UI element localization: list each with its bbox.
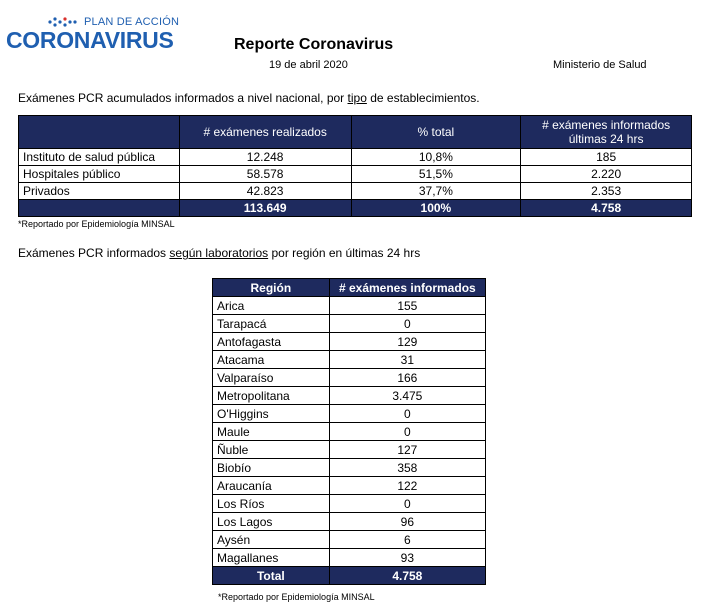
total-ult24: 4.758 bbox=[521, 200, 692, 217]
report-date: 19 de abril 2020 bbox=[269, 59, 348, 71]
section2-caption bbox=[18, 246, 420, 260]
table-row bbox=[19, 166, 692, 183]
table-row bbox=[213, 423, 486, 441]
table-header-row bbox=[213, 279, 486, 297]
cell-pct: 51,5% bbox=[351, 166, 521, 183]
table-row bbox=[213, 333, 486, 351]
region-count: 129 bbox=[329, 333, 485, 351]
header-blank bbox=[19, 116, 180, 149]
region-name: O'Higgins bbox=[213, 405, 330, 423]
table-row bbox=[213, 369, 486, 387]
region-count: 122 bbox=[329, 477, 485, 495]
region-name: Maule bbox=[213, 423, 330, 441]
table-row bbox=[213, 315, 486, 333]
region-name: Tarapacá bbox=[213, 315, 330, 333]
region-name: Arica bbox=[213, 297, 330, 315]
total-count: 4.758 bbox=[329, 567, 485, 585]
row-label: Hospitales público bbox=[19, 166, 180, 183]
table-row bbox=[213, 297, 486, 315]
caption-text: por región en últimas 24 hrs bbox=[268, 246, 421, 260]
region-count: 166 bbox=[329, 369, 485, 387]
cell-ult24: 185 bbox=[521, 149, 692, 166]
establishments-table bbox=[18, 115, 692, 217]
table-row bbox=[213, 351, 486, 369]
cell-ult24: 2.353 bbox=[521, 183, 692, 200]
cell-pct: 37,7% bbox=[351, 183, 521, 200]
table1-note: *Reportado por Epidemiología MINSAL bbox=[18, 219, 175, 229]
table-row bbox=[213, 441, 486, 459]
table-row bbox=[19, 183, 692, 200]
caption-text: Exámenes PCR informados bbox=[18, 246, 170, 260]
table-row bbox=[213, 495, 486, 513]
region-name: Ñuble bbox=[213, 441, 330, 459]
total-row bbox=[213, 567, 486, 585]
cell-realizados: 42.823 bbox=[179, 183, 351, 200]
column-header: Región bbox=[213, 279, 330, 297]
table-row bbox=[213, 405, 486, 423]
region-count: 6 bbox=[329, 531, 485, 549]
section1-caption bbox=[18, 91, 480, 105]
region-count: 0 bbox=[329, 315, 485, 333]
table2-note: *Reportado por Epidemiología MINSAL bbox=[218, 592, 375, 602]
region-count: 0 bbox=[329, 423, 485, 441]
table-header-row bbox=[19, 116, 692, 149]
total-realizados: 113.649 bbox=[179, 200, 351, 217]
region-name: Biobío bbox=[213, 459, 330, 477]
regions-table bbox=[212, 278, 486, 585]
total-label-blank bbox=[19, 200, 180, 217]
total-label: Total bbox=[213, 567, 330, 585]
region-name: Antofagasta bbox=[213, 333, 330, 351]
region-count: 0 bbox=[329, 495, 485, 513]
column-header: % total bbox=[351, 116, 521, 149]
table-row bbox=[213, 459, 486, 477]
cell-ult24: 2.220 bbox=[521, 166, 692, 183]
table-row bbox=[213, 477, 486, 495]
row-label: Instituto de salud pública bbox=[19, 149, 180, 166]
table-row bbox=[213, 387, 486, 405]
logo-main-text: CORONAVIRUS bbox=[6, 27, 174, 53]
row-label: Privados bbox=[19, 183, 180, 200]
region-name: Aysén bbox=[213, 531, 330, 549]
page-title: Reporte Coronavirus bbox=[234, 36, 394, 53]
cell-realizados: 58.578 bbox=[179, 166, 351, 183]
caption-text: de establecimientos. bbox=[366, 91, 480, 105]
table-row bbox=[213, 531, 486, 549]
ministry-label: Ministerio de Salud bbox=[553, 59, 647, 71]
region-name: Valparaíso bbox=[213, 369, 330, 387]
cell-realizados: 12.248 bbox=[179, 149, 351, 166]
region-count: 31 bbox=[329, 351, 485, 369]
cell-pct: 10,8% bbox=[351, 149, 521, 166]
region-count: 155 bbox=[329, 297, 485, 315]
region-name: Araucanía bbox=[213, 477, 330, 495]
caption-underlined: tipo bbox=[347, 91, 367, 105]
logo-top-text: PLAN DE ACCIÓN bbox=[84, 16, 180, 28]
column-header: # exámenes informados últimas 24 hrs bbox=[521, 116, 692, 149]
table-row bbox=[213, 513, 486, 531]
region-count: 358 bbox=[329, 459, 485, 477]
region-name: Metropolitana bbox=[213, 387, 330, 405]
region-count: 127 bbox=[329, 441, 485, 459]
region-count: 3.475 bbox=[329, 387, 485, 405]
region-name: Los Ríos bbox=[213, 495, 330, 513]
region-name: Los Lagos bbox=[213, 513, 330, 531]
caption-text: Exámenes PCR acumulados informados a nivel nacional, por bbox=[18, 91, 348, 105]
region-name: Magallanes bbox=[213, 549, 330, 567]
table-row bbox=[213, 549, 486, 567]
region-count: 93 bbox=[329, 549, 485, 567]
region-count: 96 bbox=[329, 513, 485, 531]
region-name: Atacama bbox=[213, 351, 330, 369]
column-header: # exámenes realizados bbox=[179, 116, 351, 149]
table-row bbox=[19, 149, 692, 166]
region-count: 0 bbox=[329, 405, 485, 423]
caption-underlined: según laboratorios bbox=[169, 246, 269, 260]
column-header: # exámenes informados bbox=[329, 279, 485, 297]
total-row bbox=[19, 200, 692, 217]
total-pct: 100% bbox=[351, 200, 521, 217]
